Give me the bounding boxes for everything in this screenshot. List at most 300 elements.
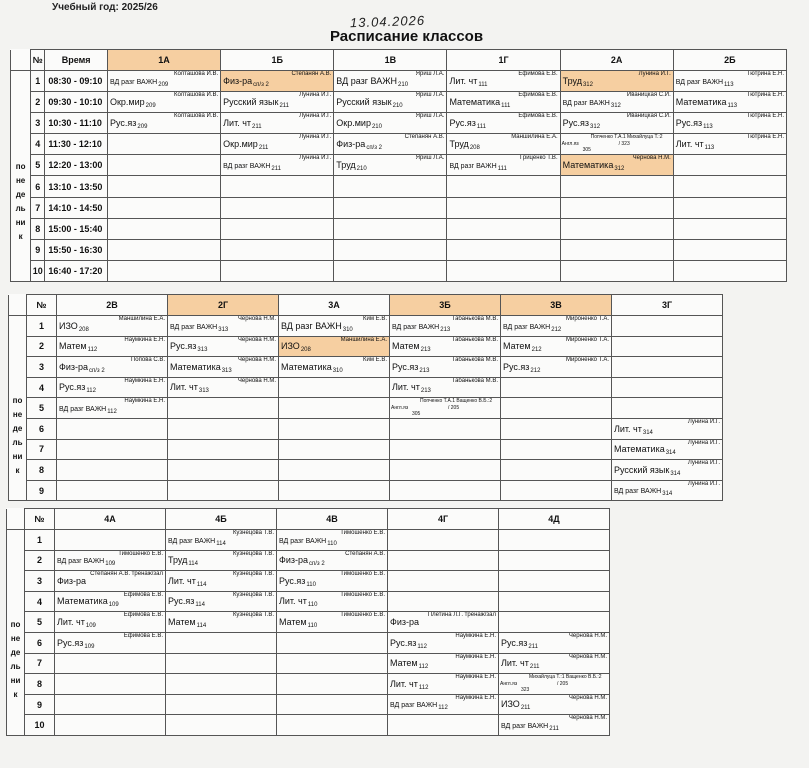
- subject-name: [170, 324, 228, 333]
- subject-name: [110, 79, 168, 88]
- subject-text: Математика: [281, 361, 332, 372]
- subject-text: Физ-ра: [59, 361, 89, 372]
- english-teachers: Попченко Т.А.1 Михайлуца Т.:2: [590, 134, 663, 141]
- subject-text: Лит. чт: [449, 76, 478, 87]
- lesson-cell: [277, 694, 388, 715]
- room-number: 209: [158, 82, 169, 89]
- subject-text: Физ-ра: [279, 555, 309, 566]
- teacher-name: Степанян А.В.: [291, 71, 332, 77]
- teacher-name: Тимошенко Е.В.: [340, 530, 385, 536]
- class-header: 4В: [277, 509, 388, 530]
- lesson-cell: [447, 134, 560, 155]
- handwritten-date: 13.04.2026: [349, 12, 426, 31]
- teacher-name: Иваницкая С.И.: [626, 113, 671, 120]
- subject-text: ВД разг ВАЖН: [281, 320, 342, 331]
- room-number: 114: [195, 602, 205, 609]
- teacher-name: Лунина И.Г.: [687, 418, 720, 425]
- lesson-content: [108, 92, 220, 112]
- lesson-content: [55, 592, 165, 612]
- teacher-name: Чернова Н.М.: [237, 336, 276, 343]
- lesson-content: [501, 357, 611, 377]
- room-number: 211: [520, 705, 531, 712]
- lesson-row: [7, 653, 610, 674]
- school-year-label: Учебный год: 2025/26: [52, 2, 158, 13]
- lesson-content: [334, 155, 446, 175]
- teacher-name: Колташова И.В.: [173, 92, 219, 99]
- lesson-cell: [55, 530, 166, 551]
- class-header: 1В: [334, 50, 447, 71]
- lesson-cell: [55, 591, 166, 612]
- lesson-cell: [168, 418, 279, 439]
- lesson-cell: [57, 480, 168, 501]
- subject-name: [336, 139, 382, 151]
- lesson-cell: [168, 398, 279, 419]
- teacher-name: Маншилина Е.А.: [340, 336, 387, 343]
- room-number: 312: [610, 103, 621, 110]
- room-number: 111: [478, 82, 488, 89]
- lesson-cell: [388, 612, 499, 633]
- lesson-number: 2: [25, 550, 55, 571]
- lesson-cell: [560, 260, 673, 281]
- teacher-name: Тимошенко Е.В.: [340, 571, 385, 578]
- lesson-time: 14:10 - 14:50: [45, 197, 108, 218]
- subject-text: Математика: [675, 97, 727, 108]
- subject-name: [168, 538, 226, 547]
- lesson-content: [390, 316, 500, 336]
- lesson-cell: [55, 653, 166, 674]
- subject-text: Рус.яз: [392, 361, 419, 372]
- lesson-cell: [221, 239, 334, 260]
- subject-text: Лит. чт: [57, 616, 85, 627]
- subject-name: [59, 362, 105, 374]
- lesson-cell: [166, 653, 277, 674]
- lesson-cell: [390, 460, 501, 481]
- subject-name: [614, 465, 680, 477]
- lesson-content: [57, 378, 167, 398]
- class-header: 2Б: [673, 50, 786, 71]
- lesson-cell: [221, 155, 334, 176]
- room-number: 212: [531, 347, 542, 354]
- teacher-name: Лунина И.Г.: [687, 460, 720, 467]
- teacher-name: Табанькова М.В.: [451, 336, 498, 343]
- subject-name: [390, 617, 420, 629]
- lesson-cell: [168, 316, 279, 337]
- lesson-cell: [334, 197, 447, 218]
- lesson-cell: [277, 612, 388, 633]
- teacher-name: Лунина И.Г.: [299, 113, 332, 120]
- lesson-cell: [166, 632, 277, 653]
- lesson-content: [279, 357, 389, 377]
- lesson-cell: [499, 653, 610, 674]
- lesson-cell: [560, 218, 673, 239]
- schedule-table-1: [10, 49, 787, 282]
- room-number: 209: [145, 103, 156, 110]
- lesson-number: 8: [31, 218, 45, 239]
- lesson-number: 2: [27, 336, 57, 357]
- lesson-time: 11:30 - 12:10: [45, 134, 108, 155]
- lesson-cell: [279, 418, 390, 439]
- subject-name: [168, 576, 206, 588]
- lesson-cell: [388, 674, 499, 695]
- lesson-number: 8: [27, 460, 57, 481]
- lesson-cell: [221, 71, 334, 92]
- room-number: 208: [78, 326, 89, 333]
- lesson-row: [9, 316, 723, 337]
- lesson-cell: [612, 357, 723, 378]
- teacher-name: Лунина И.Г.: [299, 134, 332, 141]
- room-number: 211: [271, 166, 281, 173]
- subject-text: Физ-ра: [390, 616, 420, 627]
- english-room-2: / 205: [557, 681, 569, 688]
- lesson-cell: [390, 398, 501, 419]
- lesson-content: [499, 715, 609, 735]
- lesson-content: [388, 612, 498, 632]
- lesson-number: 4: [25, 591, 55, 612]
- subject-text: Окр.мир: [336, 118, 371, 129]
- day-label: [11, 71, 31, 282]
- room-number: 211: [529, 664, 540, 671]
- subject-name: [563, 100, 621, 109]
- lesson-content: [55, 612, 165, 632]
- class-header: 4Д: [499, 509, 610, 530]
- teacher-name: Наумкина Е.Н.: [455, 694, 496, 701]
- subject-name: [676, 79, 734, 88]
- lesson-row: [11, 197, 787, 218]
- lesson-cell: [166, 694, 277, 715]
- class-header: 1Б: [221, 50, 334, 71]
- lesson-row: [9, 398, 723, 419]
- subject-name: [336, 97, 402, 109]
- lesson-content: [221, 155, 333, 175]
- room-number: 210: [356, 166, 367, 173]
- teacher-name: Чернова Н.М.: [568, 715, 607, 722]
- room-number: 210: [398, 82, 409, 89]
- teacher-name: Ефимова Е.В.: [518, 71, 558, 77]
- class-header: 4Г: [388, 509, 499, 530]
- room-number: 312: [614, 166, 625, 173]
- subject-text: Матем: [168, 616, 196, 627]
- lesson-cell: [277, 550, 388, 571]
- lesson-cell: [334, 218, 447, 239]
- lesson-cell: [55, 571, 166, 592]
- subject-name: [281, 341, 311, 353]
- room-number: сп/з 2: [89, 367, 105, 374]
- room-number: 312: [582, 82, 593, 89]
- room-number: 209: [137, 124, 148, 131]
- teacher-name: Ефимова Е.В.: [518, 113, 558, 120]
- lesson-content: [277, 551, 387, 571]
- subject-name: [57, 576, 87, 588]
- lesson-cell: [107, 260, 220, 281]
- teacher-name: Табанькова М.В.: [451, 377, 498, 384]
- lesson-cell: [560, 92, 673, 113]
- lesson-row: [11, 113, 787, 134]
- lesson-row: [9, 480, 723, 501]
- class-header: 4А: [55, 509, 166, 530]
- lesson-time: 08:30 - 09:10: [45, 71, 108, 92]
- lesson-content: [499, 633, 609, 653]
- subject-text: ВД разг ВАЖН: [279, 537, 327, 545]
- class-header: 3Б: [390, 295, 501, 316]
- room-number: 211: [258, 145, 269, 152]
- subject-text: ВД разг ВАЖН: [675, 79, 724, 87]
- subject-name: [281, 321, 353, 333]
- teacher-name: Маншилина Е.А.: [511, 134, 558, 141]
- teacher-name: Иваницкая С.И.: [626, 92, 671, 99]
- lesson-content: [334, 92, 446, 112]
- teacher-name: Кузнецова Т.В.: [232, 571, 274, 578]
- subject-name: [449, 76, 487, 88]
- lesson-row: [7, 550, 610, 571]
- teacher-name: Степанян А.В.: [404, 134, 445, 141]
- lesson-number: 3: [27, 357, 57, 378]
- lesson-cell: [673, 260, 786, 281]
- room-number: 113: [724, 82, 734, 89]
- lesson-row: [7, 530, 610, 551]
- teacher-name: Наумкина Е.Н.: [124, 336, 165, 343]
- lesson-content: [561, 113, 673, 133]
- class-header: 2Г: [168, 295, 279, 316]
- subject-name: [170, 341, 207, 353]
- teacher-name: Тютрина Е.Н.: [746, 92, 784, 99]
- lesson-cell: [107, 71, 220, 92]
- room-number: 208: [300, 347, 311, 354]
- lesson-cell: [168, 460, 279, 481]
- teacher-name: Лунина И.Г.: [299, 92, 332, 99]
- room-number: 111: [501, 103, 511, 110]
- english-room-1: 323: [521, 687, 530, 694]
- subject-text: Лит. чт: [168, 575, 196, 586]
- lesson-row: [9, 377, 723, 398]
- subject-name: [501, 658, 539, 670]
- lesson-cell: [57, 316, 168, 337]
- subject-name: [501, 723, 559, 732]
- lesson-cell: [334, 155, 447, 176]
- lesson-row: [9, 336, 723, 357]
- lesson-cell: [107, 134, 220, 155]
- lesson-row: [7, 612, 610, 633]
- lesson-content: [221, 71, 333, 91]
- lesson-number: 5: [25, 612, 55, 633]
- room-number: 211: [528, 643, 538, 650]
- lesson-cell: [277, 653, 388, 674]
- room-number: 109: [108, 602, 119, 609]
- lesson-content: [388, 695, 498, 715]
- lesson-number: 10: [31, 260, 45, 281]
- room-number: 112: [86, 388, 96, 395]
- teacher-name: Лунина И.Г.: [299, 155, 332, 162]
- subject-text: Матем: [59, 341, 87, 352]
- lesson-number: 1: [31, 71, 45, 92]
- room-number: 211: [549, 725, 559, 732]
- lesson-number: 2: [31, 92, 45, 113]
- lesson-row: [9, 418, 723, 439]
- subject-text: Матем: [390, 658, 418, 669]
- room-number: 314: [642, 429, 653, 436]
- teacher-name: Тютрина Е.Н.: [746, 134, 784, 141]
- lesson-cell: [279, 398, 390, 419]
- room-number: 211: [279, 103, 290, 110]
- schedule-table-3: [6, 508, 610, 736]
- subject-text: Труд: [449, 139, 469, 150]
- lesson-cell: [55, 612, 166, 633]
- room-number: 110: [327, 540, 337, 547]
- lesson-cell: [673, 134, 786, 155]
- subject-name: [170, 382, 209, 394]
- lesson-cell: [388, 653, 499, 674]
- class-header: 2А: [560, 50, 673, 71]
- room-number: 211: [252, 124, 262, 131]
- class-header: 3А: [279, 295, 390, 316]
- room-number: 112: [418, 664, 429, 671]
- subject-name: [449, 97, 510, 109]
- number-header: №: [31, 50, 45, 71]
- teacher-name: Лунина И.Г.: [687, 480, 720, 487]
- room-number: 310: [332, 367, 343, 374]
- room-number: 314: [662, 491, 673, 498]
- class-header: 1А: [107, 50, 220, 71]
- lesson-cell: [388, 694, 499, 715]
- lesson-cell: [673, 239, 786, 260]
- subject-name: [57, 638, 94, 650]
- lesson-cell: [612, 480, 723, 501]
- lesson-content: [108, 71, 220, 91]
- subject-name: [390, 658, 428, 670]
- english-split-lesson: [390, 398, 500, 418]
- subject-name: [449, 139, 479, 151]
- lesson-cell: [221, 113, 334, 134]
- lesson-content: [390, 357, 500, 377]
- lesson-cell: [166, 571, 277, 592]
- lesson-number: 5: [27, 398, 57, 419]
- lesson-content: [168, 316, 278, 336]
- lesson-content: [447, 113, 559, 133]
- lesson-row: [11, 260, 787, 281]
- room-number: 110: [307, 622, 318, 629]
- subject-name: [501, 638, 538, 650]
- lesson-cell: [612, 398, 723, 419]
- lesson-cell: [447, 176, 560, 197]
- lesson-cell: [57, 418, 168, 439]
- lesson-cell: [499, 674, 610, 695]
- lesson-cell: [447, 197, 560, 218]
- subject-text: Физ-ра: [223, 76, 253, 87]
- lesson-content: [499, 695, 609, 715]
- subject-name: [449, 163, 506, 172]
- lesson-cell: [388, 715, 499, 736]
- room-number: 112: [438, 705, 448, 712]
- class-header: 3В: [501, 295, 612, 316]
- teacher-name: Чернова Н.М.: [237, 377, 276, 384]
- room-number: 114: [196, 581, 207, 588]
- lesson-row: [7, 632, 610, 653]
- lesson-cell: [107, 176, 220, 197]
- lesson-cell: [673, 197, 786, 218]
- subject-name: [336, 76, 408, 88]
- subject-text: Математика: [57, 596, 108, 607]
- lesson-content: [166, 612, 276, 632]
- lesson-cell: [166, 674, 277, 695]
- lesson-cell: [612, 316, 723, 337]
- room-number: 110: [307, 602, 318, 609]
- day-header: [9, 295, 27, 316]
- subject-text: Матем: [279, 616, 307, 627]
- lesson-number: 6: [31, 176, 45, 197]
- lesson-content: [674, 92, 786, 112]
- lesson-cell: [501, 398, 612, 419]
- subject-text: Рус.яз: [562, 118, 590, 129]
- lesson-cell: [612, 377, 723, 398]
- lesson-content: [55, 551, 165, 571]
- subject-name: [57, 558, 115, 567]
- lesson-row: [7, 715, 610, 736]
- subject-text: Лит. чт: [223, 118, 252, 129]
- lesson-cell: [447, 71, 560, 92]
- lesson-number: 9: [31, 239, 45, 260]
- lesson-cell: [168, 439, 279, 460]
- lesson-cell: [168, 480, 279, 501]
- subject-text: Лит. чт: [390, 678, 418, 689]
- lesson-cell: [279, 480, 390, 501]
- subject-text: ВД разг ВАЖН: [170, 323, 218, 331]
- lesson-cell: [277, 674, 388, 695]
- lesson-content: [166, 571, 276, 591]
- subject-text: Матем: [503, 341, 531, 352]
- english-subject: Англ.яз: [561, 141, 579, 148]
- lesson-cell: [166, 591, 277, 612]
- subject-text: ВД разг ВАЖН: [562, 100, 610, 108]
- room-number: 111: [476, 124, 486, 131]
- english-room-2: / 205: [448, 405, 460, 412]
- lesson-cell: [447, 239, 560, 260]
- lesson-content: [279, 316, 389, 336]
- room-number: 109: [105, 561, 116, 568]
- lesson-content: [334, 113, 446, 133]
- lesson-content: [390, 378, 500, 398]
- lesson-cell: [499, 632, 610, 653]
- lesson-cell: [499, 550, 610, 571]
- teacher-name: Чернова Н.М.: [237, 316, 276, 322]
- subject-name: [110, 97, 156, 109]
- lesson-cell: [612, 418, 723, 439]
- subject-text: Лит. чт: [170, 382, 198, 393]
- lesson-content: [561, 92, 673, 112]
- lesson-cell: [447, 218, 560, 239]
- lesson-content: [277, 592, 387, 612]
- subject-name: [563, 160, 625, 172]
- lesson-number: 7: [25, 653, 55, 674]
- lesson-number: 8: [25, 674, 55, 695]
- lesson-cell: [166, 530, 277, 551]
- teacher-name: Ким Е.В.: [363, 316, 387, 322]
- teacher-name: Чернова Н.М.: [237, 357, 276, 364]
- subject-name: [503, 341, 542, 353]
- lesson-cell: [277, 571, 388, 592]
- teacher-name: Тимошенко Е.В.: [340, 591, 385, 598]
- lesson-row: [9, 460, 723, 481]
- lesson-row: [7, 674, 610, 695]
- teacher-name: Мироненко Т.А.: [565, 357, 609, 364]
- subject-text: ВД разг ВАЖН: [168, 537, 216, 545]
- lesson-cell: [334, 239, 447, 260]
- teacher-name: Наумкина Е.Н.: [455, 674, 496, 681]
- lesson-number: 7: [27, 439, 57, 460]
- lesson-row: [11, 155, 787, 176]
- lesson-content: [168, 378, 278, 398]
- english-room-1: 305: [582, 147, 591, 154]
- lesson-cell: [166, 612, 277, 633]
- lesson-cell: [612, 439, 723, 460]
